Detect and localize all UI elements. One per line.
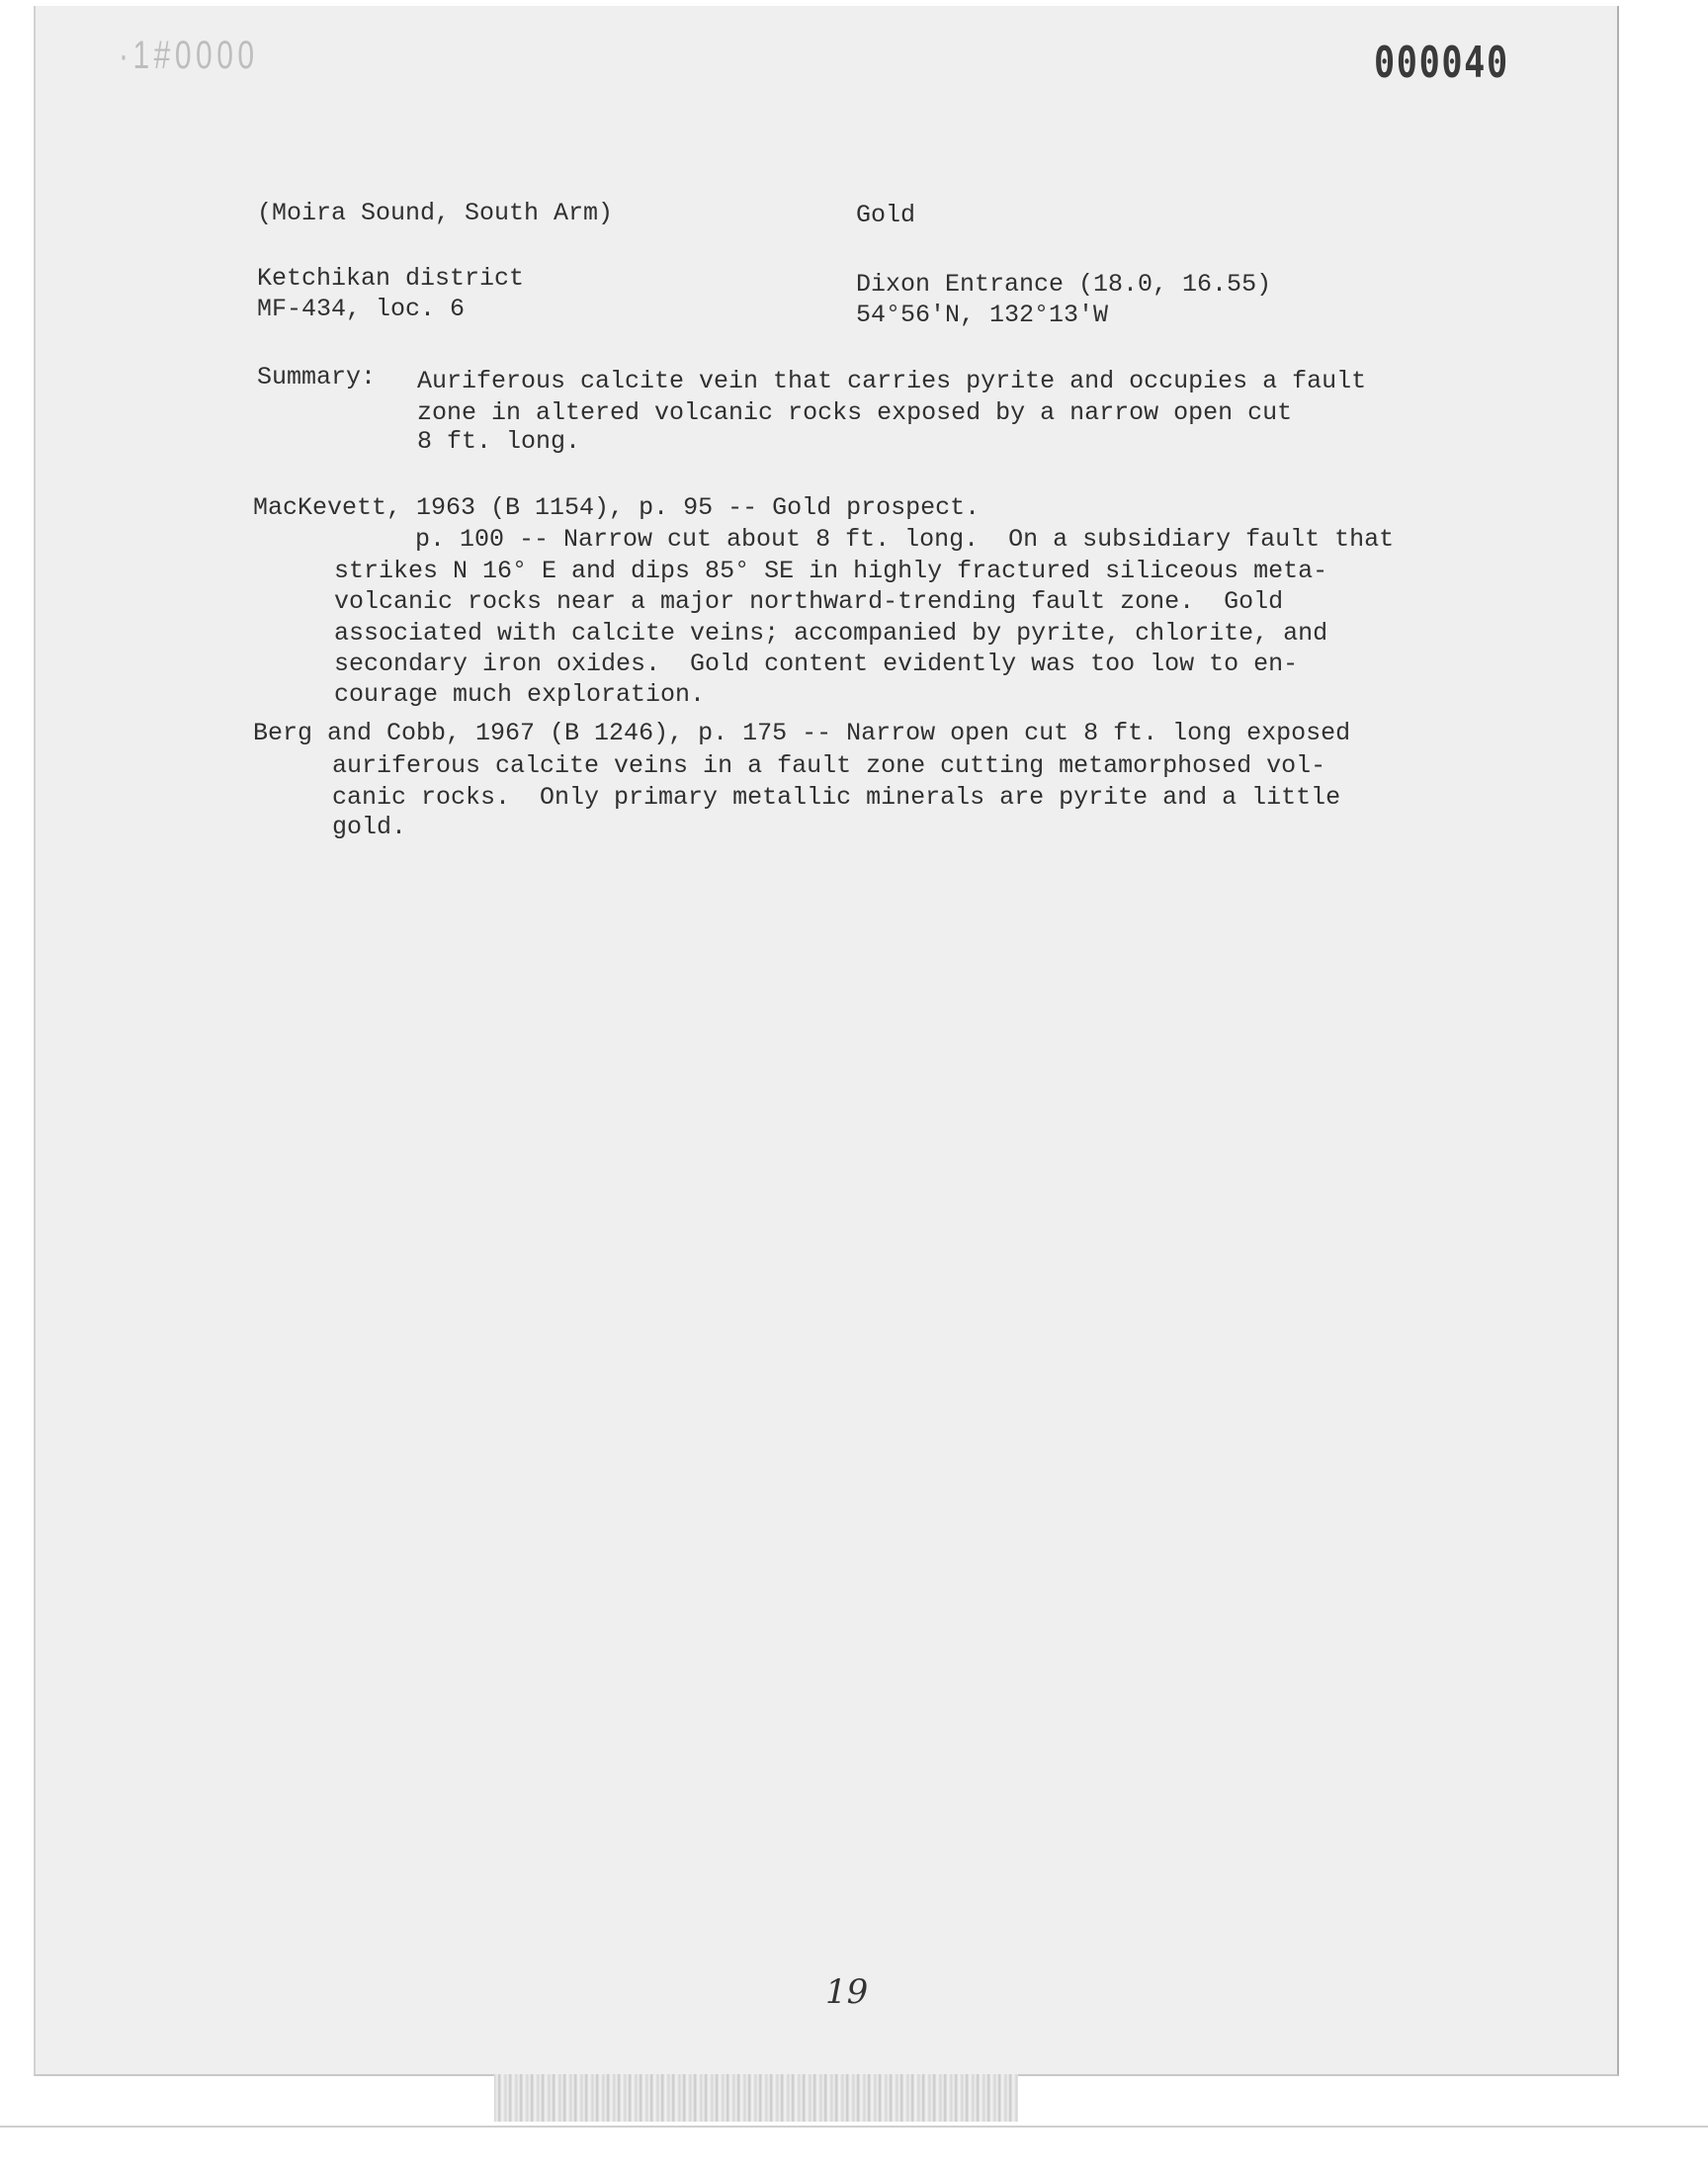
map-reference: MF-434, loc. 6 (257, 295, 466, 323)
reference-line: courage much exploration. (334, 680, 706, 709)
reference-line: strikes N 16° E and dips 85° SE in highly fractured siliceous meta- (334, 557, 1328, 585)
page-stamp-number: 000040 (1374, 38, 1509, 88)
reference-berg-heading: Berg and Cobb, 1967 (B 1246), p. 175 -- Narrow open cut 8 ft. long exposed (253, 719, 1351, 747)
summary-label: Summary: (257, 363, 377, 392)
reference-mackevett-heading: MacKevett, 1963 (B 1154), p. 95 -- Gold prospect. (253, 493, 981, 522)
summary-line: 8 ft. long. (417, 427, 581, 456)
handwritten-page-number: 19 (825, 1972, 869, 2012)
reference-line: canic rocks. Only primary metallic minerals are pyrite and a little (332, 783, 1341, 812)
summary-line: Auriferous calcite vein that carries pyrite and occupies a fault (417, 367, 1367, 395)
scanner-artifact (494, 2074, 1018, 2122)
commodity: Gold (856, 201, 916, 229)
reference-line: associated with calcite veins; accompanied by pyrite, chlorite, and (334, 619, 1328, 648)
district: Ketchikan district (257, 264, 525, 293)
reference-line: volcanic rocks near a major northward-trending fault zone. Gold (334, 587, 1284, 616)
reference-line: auriferous calcite veins in a fault zone cutting metamorphosed vol- (332, 751, 1326, 780)
scan-edge-divider (0, 2126, 1708, 2128)
quadrangle: Dixon Entrance (18.0, 16.55) (856, 270, 1272, 299)
reference-line: p. 100 -- Narrow cut about 8 ft. long. On a subsidiary fault that (415, 525, 1395, 554)
reference-line: secondary iron oxides. Gold content evidently was too low to en- (334, 650, 1299, 678)
summary-line: zone in altered volcanic rocks exposed by a narrow open cut (417, 398, 1293, 427)
locality-name: (Moira Sound, South Arm) (257, 199, 614, 227)
reference-line: gold. (332, 813, 407, 841)
coordinates: 54°56'N, 132°13'W (856, 301, 1109, 329)
faint-stamp-number: ·1#0000 (119, 34, 259, 77)
